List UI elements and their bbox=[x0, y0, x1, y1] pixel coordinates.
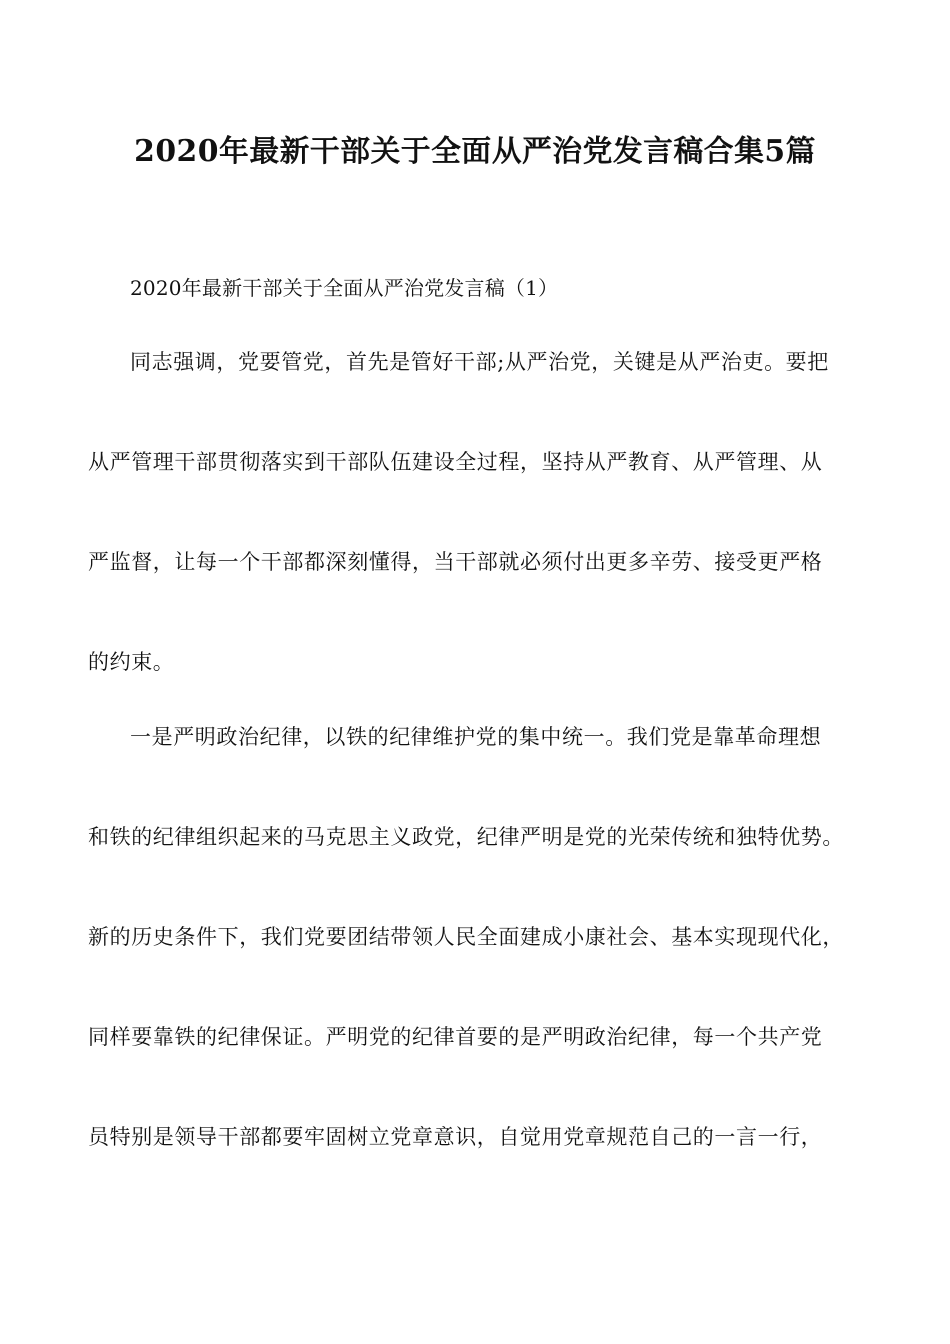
paragraph-line: 的约束。 bbox=[88, 650, 175, 674]
paragraph-line: 同样要靠铁的纪律保证。严明党的纪律首要的是严明政治纪律，每一个共产党 bbox=[88, 1025, 823, 1049]
paragraph-line: 严监督，让每一个干部都深刻懂得，当干部就必须付出更多辛劳、接受更严格 bbox=[88, 550, 823, 574]
section-subheading: 2020年最新干部关于全面从严治党发言稿（1） bbox=[130, 276, 559, 300]
document-title: 2020年最新干部关于全面从严治党发言稿合集5篇 bbox=[134, 134, 816, 169]
paragraph-line: 从严管理干部贯彻落实到干部队伍建设全过程，坚持从严教育、从严管理、从 bbox=[88, 450, 823, 474]
paragraph-line: 员特别是领导干部都要牢固树立党章意识，自觉用党章规范自己的一言一行， bbox=[88, 1125, 823, 1149]
paragraph-line: 新的历史条件下，我们党要团结带领人民全面建成小康社会、基本实现现代化， bbox=[88, 925, 844, 949]
paragraph-line: 同志强调，党要管党，首先是管好干部;从严治党，关键是从严治吏。要把 bbox=[130, 350, 829, 374]
paragraph-line: 和铁的纪律组织起来的马克思主义政党，纪律严明是党的光荣传统和独特优势。 bbox=[88, 825, 844, 849]
paragraph-line: 一是严明政治纪律，以铁的纪律维护党的集中统一。我们党是靠革命理想 bbox=[130, 725, 822, 749]
